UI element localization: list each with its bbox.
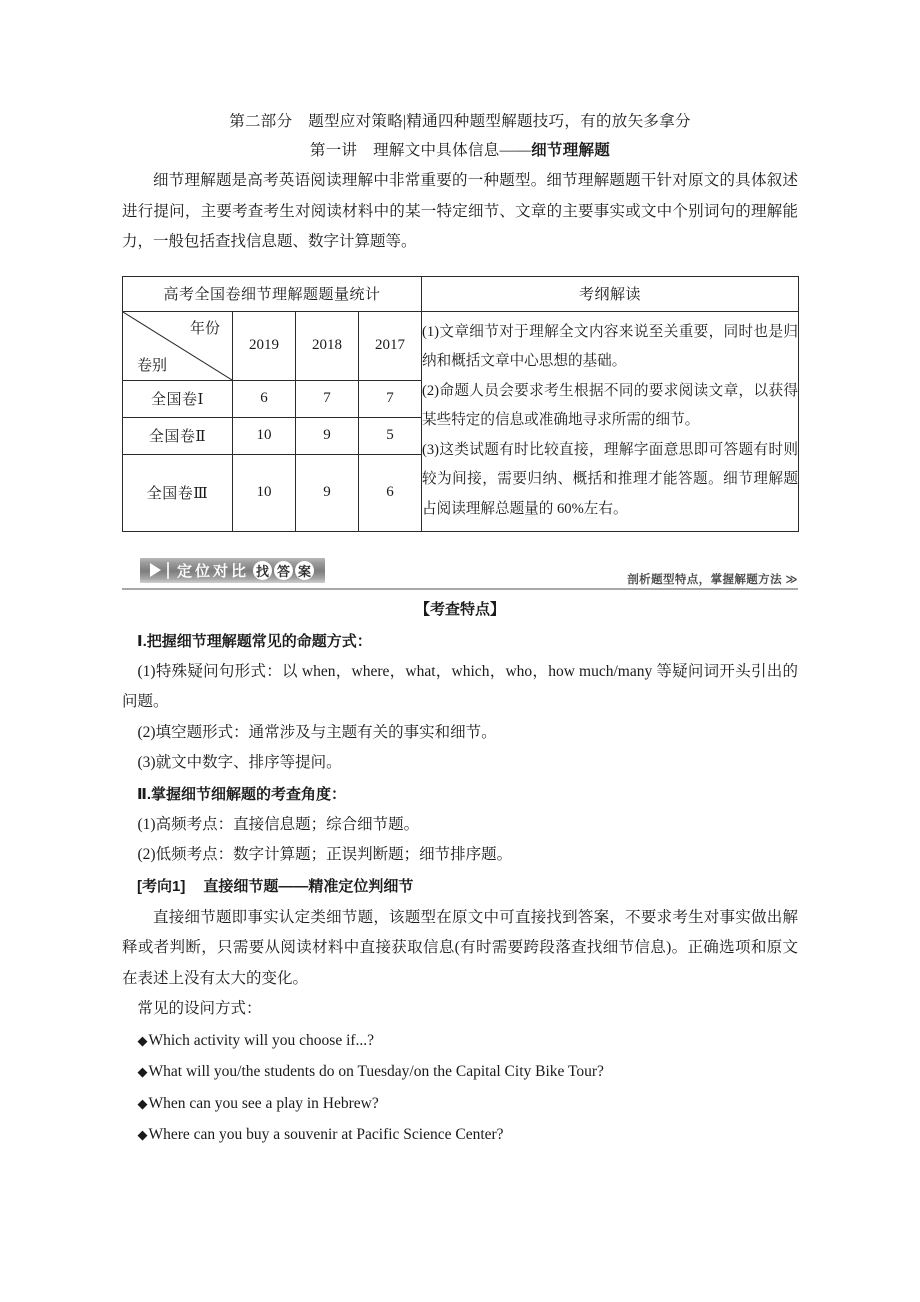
table-left-header: 高考全国卷细节理解题题量统计	[123, 276, 422, 311]
table-explanations-cell	[422, 311, 799, 531]
statistics-table	[122, 276, 799, 532]
question-text-4: Where can you buy a souvenir at Pacific Science Center?	[148, 1126, 504, 1143]
diamond-bullet-icon: ◆	[137, 1127, 148, 1142]
lecture-title	[122, 136, 798, 166]
features-section1-item-1: (1)特殊疑问句形式：以 when，where，what，which，who，how much/many 等疑问词开头引出的问题。	[122, 662, 798, 710]
question-text-2: What will you/the students do on Tuesday/on the Capital City Bike Tour?	[148, 1063, 604, 1080]
banner-tagline: 剖析题型特点，掌握解题方法 ≫	[627, 573, 798, 586]
features-section2-item-2: (2)低频考点：数字计算题；正误判断题；细节排序题。	[137, 846, 513, 863]
play-triangle-icon	[150, 563, 161, 577]
corner-year-label: 年份	[189, 320, 220, 337]
year-column-header-2017: 2017	[359, 311, 422, 380]
cell-v1-2019: 6	[233, 380, 296, 417]
diamond-bullet-icon: ◆	[137, 1064, 148, 1079]
table-corner-cell	[123, 311, 233, 380]
table-header-row	[123, 276, 799, 311]
row-label-volume-2: 全国卷Ⅱ	[123, 417, 233, 454]
list-item	[122, 1088, 798, 1120]
table-row	[123, 311, 799, 380]
cell-v2-2019: 10	[233, 417, 296, 454]
page-content	[122, 108, 798, 1151]
cell-v3-2018: 9	[296, 454, 359, 531]
table-right-header: 考纲解读	[422, 276, 799, 311]
corner-volume-label: 卷别	[137, 357, 168, 374]
circled-char-2: 答	[274, 561, 293, 580]
explanation-item-2: (2)命题人员会要求考生根据不同的要求阅读文章，以获得某些特定的信息或准确地寻求所需的细节。	[422, 382, 799, 429]
features-section1-item-3: (3)就文中数字、排序等提问。	[137, 754, 342, 771]
features-section2-item-1: (1)高频考点：直接信息题；综合细节题。	[137, 815, 420, 833]
question-text-1: Which activity will you choose if...?	[148, 1031, 375, 1049]
banner-rule	[122, 588, 798, 590]
section-banner	[122, 558, 798, 590]
banner-circled-group	[253, 561, 316, 580]
kaoxiang-title: 直接细节题——精准定位判细节	[203, 877, 414, 895]
row-label-volume-1: 全国卷Ⅰ	[123, 380, 233, 417]
ask-label: 常见的设问方式：	[137, 1000, 262, 1017]
banner-label	[140, 558, 325, 583]
diamond-bullet-icon: ◆	[137, 1095, 148, 1111]
features-title: 【考查特点】	[414, 600, 505, 618]
row-label-volume-3: 全国卷Ⅲ	[123, 454, 233, 531]
lecture-title-emphasis: 细节理解题	[531, 142, 611, 159]
explanation-item-3: (3)这类试题有时比较直接，理解字面意思即可答题有时则较为间接，需要归纳、概括和推理才能答题。细节理解题占阅读理解总题量的 60%左右。	[422, 441, 799, 517]
list-item	[122, 1056, 798, 1088]
diamond-bullet-icon: ◆	[137, 1032, 148, 1048]
year-column-header-2018: 2018	[296, 311, 359, 380]
cell-v2-2017: 5	[359, 417, 422, 454]
list-item	[122, 1025, 798, 1057]
cell-v3-2019: 10	[233, 454, 296, 531]
cell-v1-2017: 7	[359, 380, 422, 417]
kaoxiang-paragraph: 直接细节题即事实认定类细节题，该题型在原文中可直接找到答案，不要求考生对事实做出解释或者判断，只需要从阅读材料中直接获取信息(有时需要跨段落查找细节信息)。正确选项和原文在表述上没有太大的变化。	[122, 908, 798, 987]
list-item	[122, 1119, 798, 1151]
part-title: 第二部分 题型应对策略|精通四种题型解题技巧，有的放矢多拿分	[229, 113, 691, 130]
circled-char-1: 找	[253, 561, 272, 580]
question-text-3: When can you see a play in Hebrew?	[148, 1094, 379, 1112]
cell-v1-2018: 7	[296, 380, 359, 417]
explanation-item-1: (1)文章细节对于理解全文内容来说至关重要，同时也是归纳和概括文章中心思想的基础。	[422, 323, 799, 370]
year-column-header-2019: 2019	[233, 311, 296, 380]
cell-v2-2018: 9	[296, 417, 359, 454]
features-section1-head: Ⅰ.把握细节理解题常见的命题方式：	[137, 632, 372, 650]
banner-divider	[167, 562, 169, 579]
features-section1-item-2: (2)填空题形式：通常涉及与主题有关的事实和细节。	[137, 723, 497, 741]
cell-v3-2017: 6	[359, 454, 422, 531]
intro-paragraph: 细节理解题是高考英语阅读理解中非常重要的一种题型。细节理解题题干针对原文的具体叙述进行提问，主要考查考生对阅读材料中的某一特定细节、文章的主要事实或文中个别词句的理解能力，一般包括查找信息题、数字计算题等。	[122, 172, 798, 250]
kaoxiang-heading	[122, 871, 798, 903]
features-section2-head: Ⅱ.掌握细节细解题的考查角度：	[137, 785, 347, 803]
circled-char-3: 案	[295, 561, 314, 580]
kaoxiang-tag: [考向1]	[137, 877, 186, 895]
banner-text: 定位对比	[177, 562, 250, 580]
lecture-title-prefix: 第一讲 理解文中具体信息——	[309, 142, 532, 159]
